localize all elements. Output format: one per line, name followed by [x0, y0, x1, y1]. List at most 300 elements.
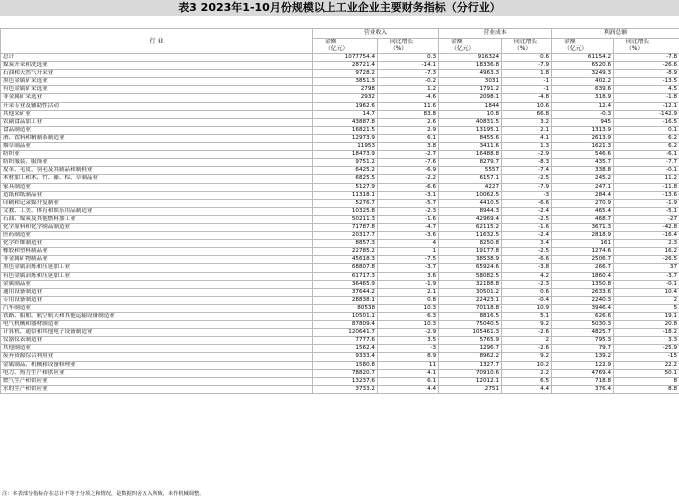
revenue-amount: 9728.2 — [313, 70, 378, 78]
industry-name: 其他采矿业 — [1, 110, 313, 118]
cost-growth: 10.2 — [502, 361, 552, 369]
cost-amount: 8816.5 — [439, 313, 502, 321]
industry-name: 化学纤维制造业 — [1, 240, 313, 248]
profit-amount: 639.6 — [552, 86, 614, 94]
table-row — [1, 345, 679, 353]
profit-amount: 1860.4 — [552, 272, 614, 280]
industry-name: 化学原料和化学制品制造业 — [1, 223, 313, 231]
revenue-growth: -5.7 — [378, 199, 439, 207]
industry-name: 水的生产和供应业 — [1, 385, 313, 393]
profit-growth: -16.5 — [614, 118, 679, 126]
table-row — [1, 207, 679, 215]
industry-name: 造纸和纸制品业 — [1, 191, 313, 199]
revenue-amount: 1077754.4 — [313, 54, 378, 62]
cost-growth: 66.8 — [502, 110, 552, 118]
revenue-amount: 36465.9 — [313, 280, 378, 288]
industry-name: 废弃资源综合利用业 — [1, 353, 313, 361]
cost-amount: 3411.6 — [439, 143, 502, 151]
table-row — [1, 94, 679, 102]
revenue-growth: 4.4 — [378, 385, 439, 393]
profit-amount: 795.3 — [552, 337, 614, 345]
table-row — [1, 329, 679, 337]
cost-amount: 6157.1 — [439, 175, 502, 183]
profit-amount: 266.7 — [552, 264, 614, 272]
table-row — [1, 215, 679, 223]
revenue-growth: -6.6 — [378, 183, 439, 191]
profit-amount: 2613.9 — [552, 134, 614, 142]
profit-amount: 1621.3 — [552, 143, 614, 151]
revenue-growth: 3.5 — [378, 337, 439, 345]
profit-amount: 4825.7 — [552, 329, 614, 337]
industry-name: 计算机、通信和其他电子设备制造业 — [1, 329, 313, 337]
profit-amount: 546.6 — [552, 151, 614, 159]
cost-amount: 2751 — [439, 385, 502, 393]
cost-growth: -4.8 — [502, 94, 552, 102]
profit-growth: 6.2 — [614, 134, 679, 142]
cost-amount: 58082.5 — [439, 272, 502, 280]
cost-amount: 65924.6 — [439, 264, 502, 272]
industry-name: 烟草制品业 — [1, 143, 313, 151]
table-row — [1, 385, 679, 393]
revenue-amount: 14.7 — [313, 110, 378, 118]
revenue-growth: 4.1 — [378, 369, 439, 377]
profit-amount: 402.2 — [552, 78, 614, 86]
table-row — [1, 167, 679, 175]
revenue-growth: 11.6 — [378, 102, 439, 110]
profit-growth: -1.9 — [614, 199, 679, 207]
table-row — [1, 143, 679, 151]
profit-amount: 3946.4 — [552, 304, 614, 312]
industry-name: 皮革、毛皮、羽毛及其制品和制鞋业 — [1, 167, 313, 175]
cost-growth: -7.9 — [502, 62, 552, 70]
revenue-growth: 4 — [378, 240, 439, 248]
profit-amount: 1274.6 — [552, 248, 614, 256]
cost-amount: 10062.5 — [439, 191, 502, 199]
industry-name: 农副食品加工业 — [1, 118, 313, 126]
industry-name: 非金属矿采选业 — [1, 94, 313, 102]
industry-name: 木材加工和木、竹、藤、棕、草制品业 — [1, 175, 313, 183]
revenue-amount: 3851.3 — [313, 78, 378, 86]
revenue-amount: 6425.2 — [313, 167, 378, 175]
cost-growth: -3 — [502, 191, 552, 199]
table-row — [1, 377, 679, 385]
revenue-amount: 71787.8 — [313, 223, 378, 231]
cost-amount: 30501.2 — [439, 288, 502, 296]
cost-growth: -1 — [502, 86, 552, 94]
industry-name: 总计 — [1, 54, 313, 62]
revenue-growth: -1.9 — [378, 280, 439, 288]
industry-name: 铁路、船舶、航空航天和其他运输设备制造业 — [1, 313, 313, 321]
revenue-growth: 6.1 — [378, 377, 439, 385]
profit-amount: 318.9 — [552, 94, 614, 102]
table-row — [1, 337, 679, 345]
profit-amount: 3249.3 — [552, 70, 614, 78]
profit-growth: -26.6 — [614, 62, 679, 70]
revenue-growth: 0.3 — [378, 54, 439, 62]
table-row — [1, 248, 679, 256]
table-row — [1, 296, 679, 304]
cost-amount: 38538.9 — [439, 256, 502, 264]
cost-amount: 70910.6 — [439, 369, 502, 377]
cost-growth: 6.5 — [502, 377, 552, 385]
industry-name: 电力、热力生产和供应业 — [1, 369, 313, 377]
cost-growth: -0.4 — [502, 296, 552, 304]
revenue-amount: 1562.4 — [313, 345, 378, 353]
table-row — [1, 134, 679, 142]
revenue-amount: 1580.8 — [313, 361, 378, 369]
industry-name: 煤炭开采和洗选业 — [1, 62, 313, 70]
cost-amount: 5765.9 — [439, 337, 502, 345]
revenue-amount: 120641.7 — [313, 329, 378, 337]
revenue-growth: -6.9 — [378, 167, 439, 175]
revenue-amount: 11953 — [313, 143, 378, 151]
industry-name: 印刷和记录媒介复制业 — [1, 199, 313, 207]
cost-growth: 10.6 — [502, 102, 552, 110]
industry-name: 黑色金属矿采选业 — [1, 78, 313, 86]
cost-amount: 19177.8 — [439, 248, 502, 256]
profit-growth: 22.2 — [614, 361, 679, 369]
revenue-growth: -2.9 — [378, 329, 439, 337]
cost-amount: 8944.3 — [439, 207, 502, 215]
revenue-amount: 10325.8 — [313, 207, 378, 215]
industry-name: 纺织业 — [1, 151, 313, 159]
table-head — [1, 29, 679, 54]
cost-amount: 8962.2 — [439, 353, 502, 361]
table-row — [1, 191, 679, 199]
cost-amount: 1296.7 — [439, 345, 502, 353]
cost-growth: -3.8 — [502, 264, 552, 272]
industry-name: 其他制造业 — [1, 345, 313, 353]
financial-table — [0, 28, 679, 394]
industry-name: 医药制造业 — [1, 232, 313, 240]
revenue-growth: 3.8 — [378, 143, 439, 151]
cost-amount: 42969.4 — [439, 215, 502, 223]
profit-amount: 4769.4 — [552, 369, 614, 377]
cost-growth: 3.2 — [502, 118, 552, 126]
profit-growth: -8.9 — [614, 70, 679, 78]
revenue-amount: 87809.4 — [313, 321, 378, 329]
profit-amount: 945 — [552, 118, 614, 126]
cost-growth: 9.2 — [502, 321, 552, 329]
table-row — [1, 240, 679, 248]
profit-growth: 8.8 — [614, 385, 679, 393]
profit-growth: 8 — [614, 377, 679, 385]
profit-growth: 6.2 — [614, 143, 679, 151]
profit-amount: -0.3 — [552, 110, 614, 118]
profit-amount: 376.4 — [552, 385, 614, 393]
profit-growth: 3.3 — [614, 337, 679, 345]
profit-growth: 20.8 — [614, 321, 679, 329]
table-row — [1, 361, 679, 369]
table-row — [1, 126, 679, 134]
revenue-growth: 1 — [378, 248, 439, 256]
cost-amount: 5557 — [439, 167, 502, 175]
profit-growth: -0.1 — [614, 167, 679, 175]
profit-growth: -7.8 — [614, 54, 679, 62]
revenue-growth: 2.6 — [378, 118, 439, 126]
profit-amount: 247.1 — [552, 183, 614, 191]
profit-growth: 4.5 — [614, 86, 679, 94]
table-row — [1, 223, 679, 231]
profit-header: 利润总额 — [552, 29, 679, 39]
cost-growth: 2.2 — [502, 369, 552, 377]
table-row — [1, 199, 679, 207]
profit-amount: 61154.2 — [552, 54, 614, 62]
revenue-growth: 83.8 — [378, 110, 439, 118]
cost-growth: 1.8 — [502, 70, 552, 78]
cost-amount: 12012.1 — [439, 377, 502, 385]
revenue-amount: 3733.2 — [313, 385, 378, 393]
cost-growth: -2.5 — [502, 175, 552, 183]
profit-growth: -16.4 — [614, 232, 679, 240]
revenue-amount: 78820.7 — [313, 369, 378, 377]
cost-amount: 105461.3 — [439, 329, 502, 337]
cost-growth: -1 — [502, 78, 552, 86]
cost-amount: 16488.8 — [439, 151, 502, 159]
table-row — [1, 272, 679, 280]
table-row — [1, 264, 679, 272]
revenue-amount: 18473.9 — [313, 151, 378, 159]
cost-growth: -8.3 — [502, 159, 552, 167]
profit-growth: -7.7 — [614, 159, 679, 167]
table-row — [1, 304, 679, 312]
industry-name: 纺织服装、服饰业 — [1, 159, 313, 167]
profit-amount: 468.7 — [552, 215, 614, 223]
profit-growth: -0.1 — [614, 280, 679, 288]
profit-amount: 6520.6 — [552, 62, 614, 70]
revenue-amount: 6825.5 — [313, 175, 378, 183]
revenue-growth: -2.7 — [378, 151, 439, 159]
table-row — [1, 78, 679, 86]
revenue-amount: 12973.9 — [313, 134, 378, 142]
table-row — [1, 321, 679, 329]
industry-name: 金属制品业 — [1, 280, 313, 288]
table-row — [1, 183, 679, 191]
revenue-amount: 68807.8 — [313, 264, 378, 272]
revenue-amount: 50211.3 — [313, 215, 378, 223]
revenue-growth: -2.2 — [378, 175, 439, 183]
profit-growth: 50.1 — [614, 369, 679, 377]
table-row — [1, 232, 679, 240]
cost-growth: 2 — [502, 337, 552, 345]
revenue-amount: 45618.3 — [313, 256, 378, 264]
industry-name: 金属制品、机械和设备修理业 — [1, 361, 313, 369]
profit-growth: -12.1 — [614, 102, 679, 110]
profit-amount: 284.4 — [552, 191, 614, 199]
cost-growth: -7.9 — [502, 183, 552, 191]
revenue-amount: 61717.3 — [313, 272, 378, 280]
industry-name: 电气机械和器材制造业 — [1, 321, 313, 329]
revenue-amount: 1962.6 — [313, 102, 378, 110]
profit-amount: 338.8 — [552, 167, 614, 175]
cost-growth: -6.6 — [502, 199, 552, 207]
cost-amount: 916324 — [439, 54, 502, 62]
profit-amount: 3671.3 — [552, 223, 614, 231]
profit-amount: 122.9 — [552, 361, 614, 369]
revenue-amount: 2798 — [313, 86, 378, 94]
cost-amount: 8455.6 — [439, 134, 502, 142]
cost-amount: 4963.3 — [439, 70, 502, 78]
revenue-amount: 16821.5 — [313, 126, 378, 134]
table-row — [1, 159, 679, 167]
cost-amount: 10.8 — [439, 110, 502, 118]
revenue-growth: -3.1 — [378, 191, 439, 199]
profit-amount: 1350.8 — [552, 280, 614, 288]
cost-growth: 5.1 — [502, 313, 552, 321]
revenue-amount: 9751.2 — [313, 159, 378, 167]
cost-growth: 10.9 — [502, 304, 552, 312]
table-title: 表3 2023年1-10月份规模以上工业企业主要财务指标（分行业） — [0, 0, 679, 16]
revenue-amount: 9333.4 — [313, 353, 378, 361]
cost-growth: 0.6 — [502, 288, 552, 296]
revenue-growth: 3.6 — [378, 272, 439, 280]
table-row — [1, 369, 679, 377]
industry-name: 橡胶和塑料制品业 — [1, 248, 313, 256]
profit-amount: 2240.3 — [552, 296, 614, 304]
cost-amount: 3031 — [439, 78, 502, 86]
revenue-growth: 8.9 — [378, 353, 439, 361]
growth-subheader: 同比增长 （%） — [378, 39, 439, 54]
revenue-growth: -7.5 — [378, 256, 439, 264]
industry-name: 开采专业及辅助性活动 — [1, 102, 313, 110]
revenue-header: 营业收入 — [313, 29, 439, 39]
revenue-growth: 6.3 — [378, 313, 439, 321]
cost-amount: 2098.1 — [439, 94, 502, 102]
table-row — [1, 175, 679, 183]
revenue-growth: 10.3 — [378, 321, 439, 329]
cost-amount: 70118.8 — [439, 304, 502, 312]
cost-growth: -2.6 — [502, 329, 552, 337]
revenue-growth: 0.8 — [378, 296, 439, 304]
profit-amount: 435.7 — [552, 159, 614, 167]
cost-growth: 4.4 — [502, 385, 552, 393]
cost-growth: 4.2 — [502, 272, 552, 280]
revenue-growth: -2.3 — [378, 207, 439, 215]
industry-name: 文教、工美、体育和娱乐用品制造业 — [1, 207, 313, 215]
industry-name: 燃气生产和供应业 — [1, 377, 313, 385]
footnote: 注：本表部分指标存在总计不等于分项之和情况，是数据四舍五入所致，未作机械调整。 — [2, 491, 205, 497]
table-row — [1, 151, 679, 159]
cost-growth: -2.4 — [502, 232, 552, 240]
industry-name: 汽车制造业 — [1, 304, 313, 312]
cost-growth: -2.5 — [502, 248, 552, 256]
profit-growth: -27 — [614, 215, 679, 223]
revenue-amount: 37644.2 — [313, 288, 378, 296]
revenue-growth: -0.2 — [378, 78, 439, 86]
revenue-growth: 11 — [378, 361, 439, 369]
profit-amount: 245.2 — [552, 175, 614, 183]
profit-growth: 16.2 — [614, 248, 679, 256]
revenue-amount: 10501.1 — [313, 313, 378, 321]
revenue-growth: -7.6 — [378, 159, 439, 167]
revenue-amount: 11318.1 — [313, 191, 378, 199]
revenue-growth: 2.9 — [378, 126, 439, 134]
cost-amount: 8250.8 — [439, 240, 502, 248]
cost-growth: -6.6 — [502, 256, 552, 264]
industry-name: 通用设备制造业 — [1, 288, 313, 296]
cost-growth: -2.9 — [502, 151, 552, 159]
growth-subheader: 同比增长 （%） — [614, 39, 679, 54]
cost-amount: 32188.8 — [439, 280, 502, 288]
revenue-growth: -1.6 — [378, 215, 439, 223]
cost-growth: 4.1 — [502, 134, 552, 142]
revenue-amount: 28838.1 — [313, 296, 378, 304]
profit-growth: 19.1 — [614, 313, 679, 321]
amount-subheader: 金额 （亿元） — [552, 39, 614, 54]
profit-growth: -3.7 — [614, 272, 679, 280]
profit-growth: -25.9 — [614, 345, 679, 353]
table-row — [1, 62, 679, 70]
revenue-amount: 28721.4 — [313, 62, 378, 70]
cost-amount: 4227 — [439, 183, 502, 191]
industry-name: 石油和天然气开采业 — [1, 70, 313, 78]
cost-header: 营业成本 — [439, 29, 552, 39]
profit-growth: -11.8 — [614, 183, 679, 191]
table-row — [1, 102, 679, 110]
revenue-amount: 5127.9 — [313, 183, 378, 191]
revenue-amount: 2932 — [313, 94, 378, 102]
profit-amount: 626.6 — [552, 313, 614, 321]
amount-subheader: 金额 （亿元） — [313, 39, 378, 54]
cost-amount: 8279.7 — [439, 159, 502, 167]
profit-amount: 12.4 — [552, 102, 614, 110]
profit-amount: 5030.3 — [552, 321, 614, 329]
cost-growth: 9.2 — [502, 353, 552, 361]
cost-growth: 1.3 — [502, 143, 552, 151]
cost-growth: 0.6 — [502, 54, 552, 62]
revenue-growth: -3.6 — [378, 232, 439, 240]
revenue-growth: -7.3 — [378, 70, 439, 78]
profit-amount: 2818.9 — [552, 232, 614, 240]
industry-name: 食品制造业 — [1, 126, 313, 134]
profit-growth: 11.2 — [614, 175, 679, 183]
industry-name: 专用设备制造业 — [1, 296, 313, 304]
table-row — [1, 353, 679, 361]
revenue-amount: 7777.6 — [313, 337, 378, 345]
table-body — [1, 54, 679, 394]
industry-name: 有色金属冶炼和压延加工业 — [1, 272, 313, 280]
revenue-amount: 80538 — [313, 304, 378, 312]
profit-growth: 37 — [614, 264, 679, 272]
profit-growth: 0.1 — [614, 126, 679, 134]
profit-growth: -15 — [614, 353, 679, 361]
revenue-growth: -4.7 — [378, 223, 439, 231]
table-row — [1, 118, 679, 126]
cost-amount: 1327.7 — [439, 361, 502, 369]
revenue-growth: -14.1 — [378, 62, 439, 70]
revenue-amount: 43887.8 — [313, 118, 378, 126]
cost-amount: 13195.1 — [439, 126, 502, 134]
table-row — [1, 110, 679, 118]
revenue-growth: 10.3 — [378, 304, 439, 312]
table-row — [1, 256, 679, 264]
cost-growth: -2.6 — [502, 345, 552, 353]
cost-growth: -2.5 — [502, 215, 552, 223]
profit-growth: 10.4 — [614, 288, 679, 296]
profit-growth: -26.5 — [614, 256, 679, 264]
cost-amount: 62115.2 — [439, 223, 502, 231]
profit-growth: -18.2 — [614, 329, 679, 337]
profit-growth: 5 — [614, 304, 679, 312]
table-row — [1, 54, 679, 62]
cost-amount: 1844 — [439, 102, 502, 110]
revenue-amount: 13237.6 — [313, 377, 378, 385]
profit-growth: -13.5 — [614, 78, 679, 86]
revenue-amount: 20317.7 — [313, 232, 378, 240]
profit-growth: 2.3 — [614, 240, 679, 248]
cost-amount: 22423.1 — [439, 296, 502, 304]
growth-subheader: 同比增长 （%） — [502, 39, 552, 54]
